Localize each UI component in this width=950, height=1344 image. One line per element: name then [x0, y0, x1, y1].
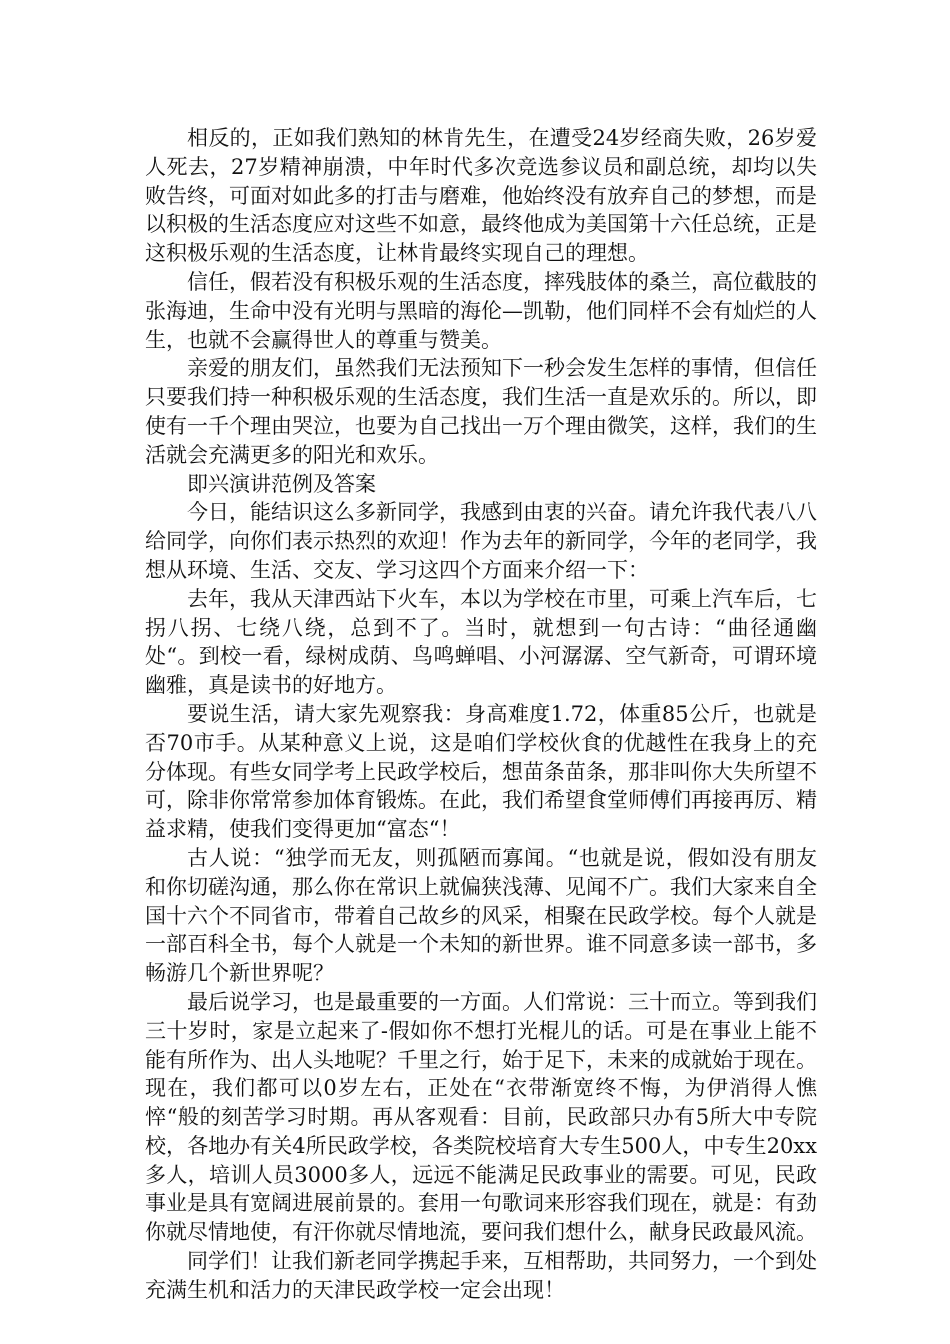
paragraph-closing: 同学们！让我们新老同学携起手来，互相帮助，共同努力，一个到处充满生机和活力的天津民政学校一定会出现！	[145, 1249, 817, 1302]
section-heading: 即兴演讲范例及答案	[187, 471, 376, 496]
paragraph-welcome: 今日，能结识这么多新同学，我感到由衷的兴奋。请允许我代表八八给同学，向你们表示热烈的欢迎！作为去年的新同学，今年的老同学，我想从环境、生活、交友、学习这四个方面来介绍一下：	[145, 500, 817, 582]
paragraph-trust: 信任，假若没有积极乐观的生活态度，摔残肢体的桑兰，高位截肢的张海迪，生命中没有光明与黑暗的海伦—凯勒，他们同样不会有灿烂的人生，也就不会赢得世人的尊重与赞美。	[145, 269, 817, 352]
paragraph-friendship: 古人说：“独学而无友，则孤陋而寡闻。“也就是说，假如没有朋友和你切磋沟通，那么你在常识上就偏狭浅薄、见闻不广。我们大家来自全国十六个不同省市，带着自己故乡的风采，相聚在民政学校。每个人就是一部百科全书，每个人就是一个未知的新世界。谁不同意多读一部书，多畅游几个新世界呢？	[145, 845, 817, 986]
paragraph-life: 要说生活，请大家先观察我：身高难度1.72，体重85公斤，也就是否70市手。从某种意义上说，这是咱们学校伙食的优越性在我身上的充分体现。有些女同学考上民政学校后，想苗条苗条，那非叫你大失所望不可，除非你常常参加体育锻炼。在此，我们希望食堂师傅们再接再厉、精益求精，使我们变得更加“富态“！	[145, 701, 817, 842]
paragraph-friends: 亲爱的朋友们，虽然我们无法预知下一秒会发生怎样的事情，但信任只要我们持一种积极乐观的生活态度，我们生活一直是欢乐的。所以，即使有一千个理由哭泣，也要为自己找出一万个理由微笑，这样，我们的生活就会充满更多的阳光和欢乐。	[145, 356, 817, 467]
paragraph-environment: 去年，我从天津西站下火车，本以为学校在市里，可乘上汽车后，七拐八拐、七绕八绕，总到不了。当时，就想到一句古诗：“曲径通幽处“。到校一看，绿树成荫、鸟鸣蝉唱、小河潺潺、空气新奇，可谓环境幽雅，真是读书的好地方。	[145, 586, 817, 698]
document-page	[145, 124, 817, 1305]
paragraph-study: 最后说学习，也是最重要的一方面。人们常说：三十而立。等到我们三十岁时，家是立起来了-假如你不想打光棍儿的话。可是在事业上能不能有所作为、出人头地呢？千里之行，始于足下，未来的成就始于现在。现在，我们都可以0岁左右，正处在“衣带渐宽终不悔，为伊消得人憔悴“般的刻苦学习时期。再从客观看：目前，民政部只办有5所大中专院校，各地办有关4所民政学校，各类院校培育大专生500人，中专生20xx多人，培训人员3000多人，远远不能满足民政事业的需要。可见，民政事业是具有宽阔进展前景的。套用一句歌词来形容我们现在，就是：有劲你就尽情地使，有汗你就尽情地流，要问我们想什么，献身民政最风流。	[145, 989, 817, 1245]
paragraph-lincoln: 相反的，正如我们熟知的林肯先生，在遭受24岁经商失败，26岁爱人死去，27岁精神崩溃，中年时代多次竞选参议员和副总统，却均以失败告终，可面对如此多的打击与磨难，他始终没有放弃自己的梦想，而是以积极的生活态度应对这些不如意，最终他成为美国第十六任总统，正是这积极乐观的生活态度，让林肯最终实现自己的理想。	[145, 126, 817, 266]
